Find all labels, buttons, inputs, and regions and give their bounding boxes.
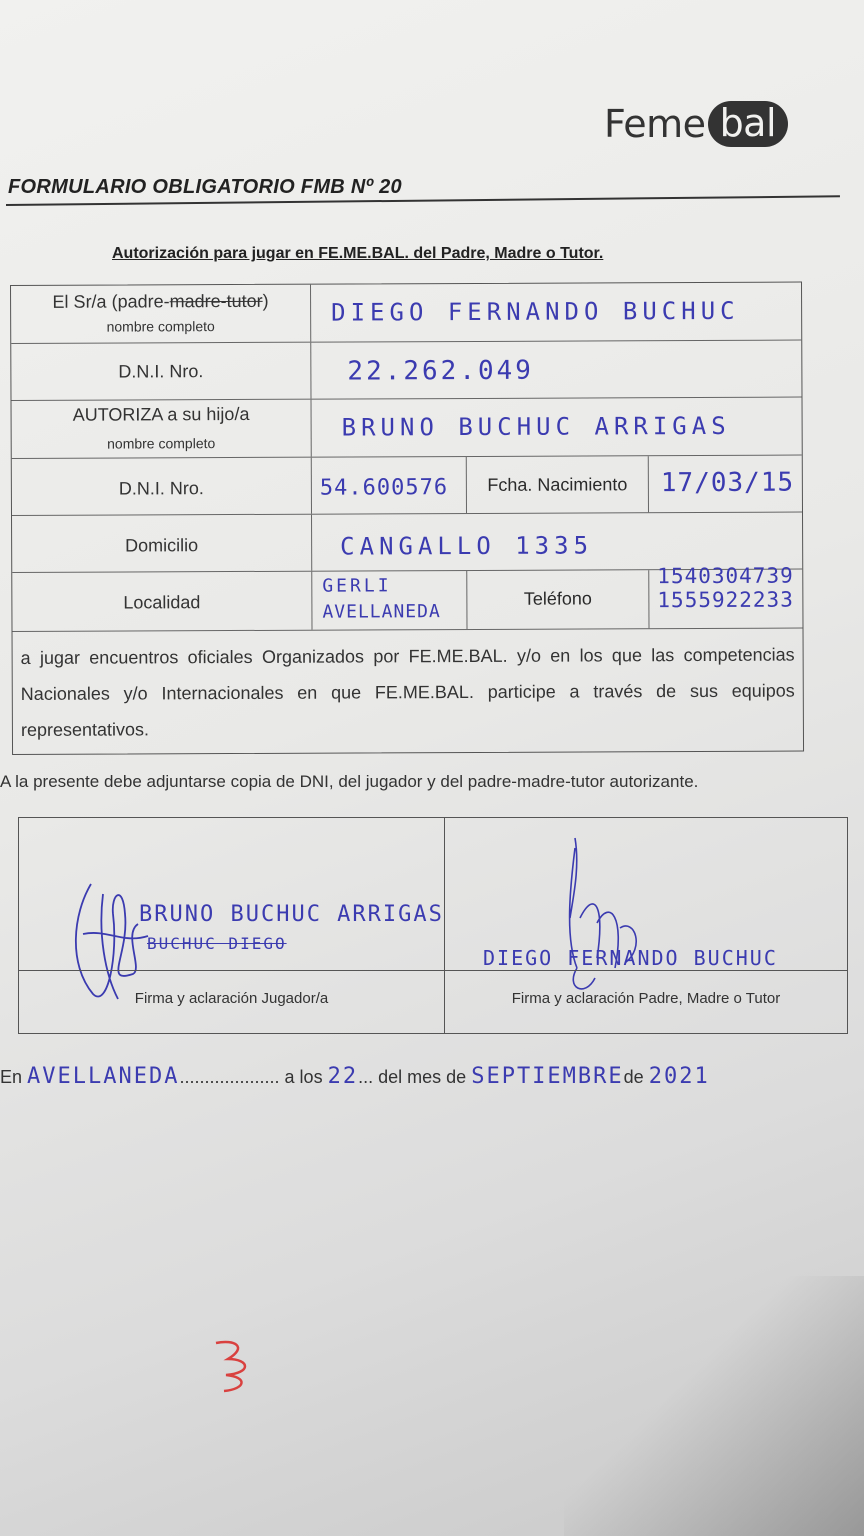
parent-printed-name: DIEGO FERNANDO BUCHUC <box>483 946 778 970</box>
child-name-value: BRUNO BUCHUC ARRIGAS <box>341 411 731 442</box>
player-printed-name: BRUNO BUCHUC ARRIGAS <box>139 902 444 927</box>
parent-name-value: DIEGO FERNANDO BUCHUC <box>331 296 740 327</box>
footer-de: de <box>623 1067 644 1087</box>
child-name-value-cell[interactable] <box>312 398 802 457</box>
address-label: Domicilio <box>12 515 312 572</box>
child-dni-label: D.N.I. Nro. <box>12 458 312 515</box>
parent-label-a: El Sr/a (padre- <box>52 291 170 312</box>
attachment-note: A la presente debe adjuntarse copia de DNI, del jugador y del padre-madre-tutor autorizante. <box>0 772 699 791</box>
parent-name-row <box>11 283 801 344</box>
logo-text: Feme <box>604 102 706 146</box>
parent-signature-line <box>445 970 847 971</box>
player-signature-cell[interactable] <box>19 818 445 1033</box>
player-struck-name: BUCHUC DIEGO <box>147 934 287 953</box>
birthdate-value-cell[interactable] <box>649 456 802 513</box>
femebal-logo <box>604 98 788 150</box>
signature-table <box>18 817 848 1034</box>
parent-label-strike: madre-tutor <box>169 290 263 312</box>
parent-sublabel: nombre completo <box>106 318 215 335</box>
birthdate-value: 17/03/15 <box>660 467 795 499</box>
paper-shadow <box>564 1276 864 1536</box>
footer-dots-1: .................... <box>179 1067 280 1087</box>
locality-value-cell[interactable] <box>312 571 467 630</box>
phone-label: Teléfono <box>467 570 649 629</box>
footer-month[interactable]: SEPTIEMBRE <box>471 1064 624 1089</box>
player-signature-caption: Firma y aclaración Jugador/a <box>134 990 329 1007</box>
parent-dni-label: D.N.I. Nro. <box>11 343 311 400</box>
footer-del-mes-de: del mes de <box>378 1067 467 1087</box>
locality-value-line1: GERLI <box>322 575 392 597</box>
footer-place[interactable]: AVELLANEDA <box>27 1064 180 1089</box>
parent-signature-cell[interactable] <box>445 818 847 1033</box>
address-value: CANGALLO 1335 <box>340 531 594 561</box>
authorization-text: a jugar encuentros oficiales Organizados por FE.ME.BAL. y/o en los que las competencias Nacionales y/o Internacionales en que FE.ME.BAL. participe a través de sus equipos representativos. <box>20 644 795 740</box>
phone-value-cell[interactable] <box>649 563 802 629</box>
parent-dni-row <box>11 341 801 401</box>
locality-row <box>12 563 802 632</box>
child-name-label: AUTORIZA a su hijo/a nombre completo <box>12 400 312 458</box>
parent-name-value-cell[interactable] <box>311 283 801 342</box>
parent-label-b: ) <box>262 290 269 311</box>
parent-dni-value: 22.262.049 <box>347 355 534 387</box>
child-dni-value: 54.600576 <box>319 475 449 501</box>
logo-pill: bal <box>708 101 788 147</box>
phone-value-line1: 1540304739 <box>657 563 794 589</box>
parent-dni-value-cell[interactable] <box>311 341 801 399</box>
red-margin-mark <box>210 1335 270 1395</box>
parent-signature-caption: Firma y aclaración Padre, Madre o Tutor <box>511 990 781 1007</box>
child-dni-value-cell[interactable] <box>312 457 467 514</box>
footer-day[interactable]: 22 <box>327 1064 359 1089</box>
birthdate-label: Fcha. Nacimiento <box>467 456 649 513</box>
child-dni-row <box>12 456 802 516</box>
locality-label: Localidad <box>12 572 312 631</box>
address-value-cell[interactable] <box>312 513 802 571</box>
footer-year[interactable]: 2021 <box>648 1064 710 1089</box>
form-title: FORMULARIO OBLIGATORIO FMB Nº 20 <box>8 176 402 198</box>
form-subtitle: Autorización para jugar en FE.ME.BAL. del Padre, Madre o Tutor. <box>112 245 604 262</box>
player-signature-scribble <box>63 874 153 1009</box>
footer-a-los: a los <box>284 1067 323 1087</box>
footer-dots-2: ... <box>358 1067 374 1087</box>
child-name-row <box>12 398 802 459</box>
phone-value-line2: 1555922233 <box>657 587 794 613</box>
parent-name-label <box>11 285 311 343</box>
locality-value-line2: AVELLANEDA <box>322 601 441 623</box>
place-date-line <box>0 1064 710 1089</box>
authorization-table <box>10 282 804 755</box>
footer-prefix: En <box>0 1067 23 1087</box>
player-signature-line <box>19 970 444 971</box>
